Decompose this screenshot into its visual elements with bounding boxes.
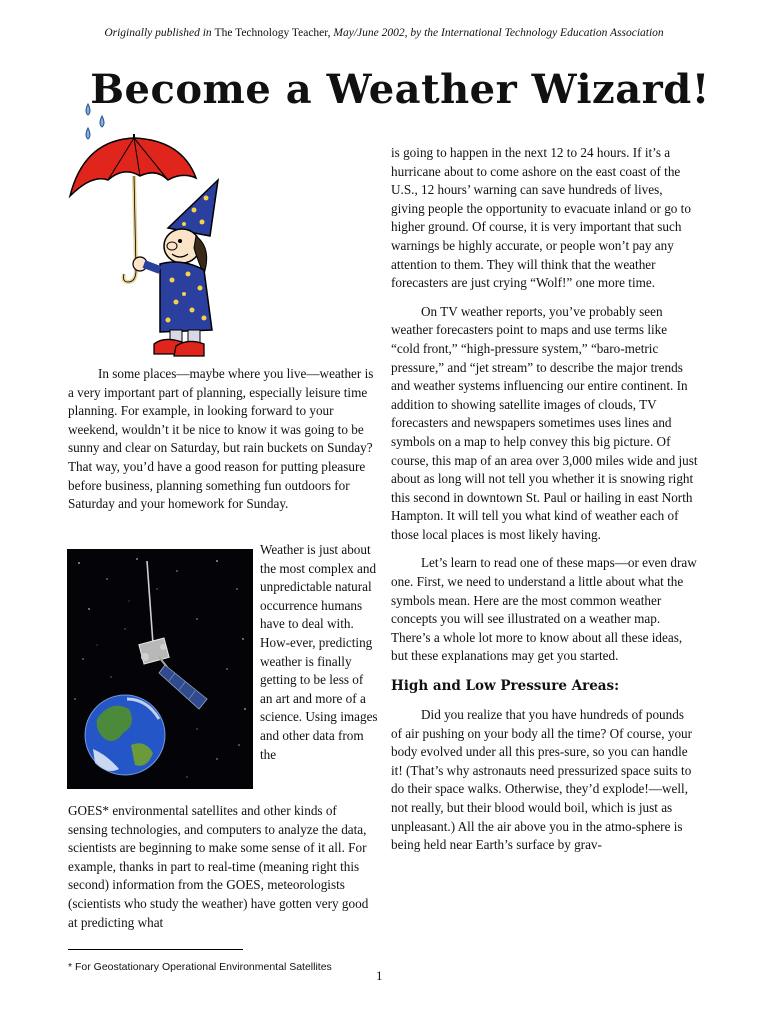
page-number: 1 bbox=[376, 968, 383, 983]
goes-satellite-image bbox=[67, 549, 253, 789]
footnote: * For Geostationary Operational Environmental Satellites bbox=[68, 961, 332, 973]
footnote-divider bbox=[68, 949, 243, 950]
left-column-intro bbox=[68, 365, 376, 514]
goes-paragraph: GOES* environmental satellites and other kinds of sensing technologies, and computers to analyze the data, scientists are beginning to make some sense of it all. For example, thanks in part to real-time (meaning right this second) information from the GOES, meteorologists (scientists who study the weather) have gotten very good at predicting what bbox=[68, 803, 369, 930]
goes-paragraph-wrap bbox=[68, 802, 378, 932]
section-heading: High and Low Pressure Areas: bbox=[391, 678, 620, 695]
publication-note bbox=[0, 27, 768, 39]
satellite-icon bbox=[139, 638, 207, 709]
satellite-paragraph-wrap bbox=[260, 541, 378, 764]
earth-globe-icon bbox=[85, 695, 165, 775]
air-pressure-paragraph: Did you realize that you have hundreds of pounds of air pushing on your body all the time? Of course, your body evolved under all this pres-sure, so you can handle it! (That’s why astronauts need pressurized space suits to do their space walks. Otherwise, they’d explode!—well, not really, but their blood would boil, which is just as unpleasant.) All the air above you in the atmo-sphere is being held near Earth’s surface by grav- bbox=[391, 707, 693, 853]
hurricane-paragraph: is going to happen in the next 12 to 24 hours. If it’s a hurricane about to come ashore on the east coast of the U.S., 12 hours’ warning can save hundreds of lives, giving people the opportunity to evacuate inland or go to higher ground. Of course, it is very important that such warnings be highly accurate, or people won’t pay any attention to them. They will think that the weather forecasters are just crying “Wolf!” one more time. bbox=[391, 145, 691, 291]
publication-suffix: May/June 2002, by the International Technology Education Association bbox=[333, 27, 664, 39]
intro-paragraph: In some places—maybe where you live—weather is a very important part of planning, especially leisure time planning. For example, in looking forward to your weekend, wouldn’t it be nice to know it was going to be sunny and clear on Saturday, but rain buckets on Sunday? That way, you’d have a good reason for putting pleasure before business, planning something fun outdoors for Saturday and your homework for Sunday. bbox=[68, 366, 374, 512]
journal-name: The Technology Teacher, bbox=[214, 27, 331, 39]
right-column bbox=[391, 144, 698, 855]
read-maps-paragraph: Let’s learn to read one of these maps—or even draw one. First, we need to understand a little about what the symbols mean. Here are the most common weather concepts you will see illustrated on a weather map. There’s a whole lot more to know about all these ideas, but these explanations may get you started. bbox=[391, 555, 697, 664]
publication-prefix: Originally published in bbox=[104, 27, 212, 39]
page-title: Become a Weather Wizard! bbox=[90, 66, 710, 113]
satellite-paragraph: Weather is just about the most complex and unpredictable natural occurrence humans have to deal with. How-ever, predicting weather is finally getting to be less of an art and more of a science. Using images and other data from the bbox=[260, 542, 378, 762]
wizard-umbrella-illustration bbox=[64, 98, 234, 358]
tv-weather-paragraph: On TV weather reports, you’ve probably seen weather forecasters point to maps and use terms like “cold front,” “high-pressure system,” “baro-metric pressure,” and “jet stream” to describe the major trends and weather systems influencing our entire continent. In addition to showing satellite images of clouds, TV forecasters and newspapers sometimes uses lines and symbols on a map to help convey this big picture. Of course, this map of an area over 3,000 miles wide and just about as long will not tell you whether it is snowing right this second in downtown St. Paul or hailing in east North Hampton. It will tell you what kind of weather each of those local places is most likely having. bbox=[391, 303, 698, 542]
raindrop-icon bbox=[86, 104, 104, 139]
